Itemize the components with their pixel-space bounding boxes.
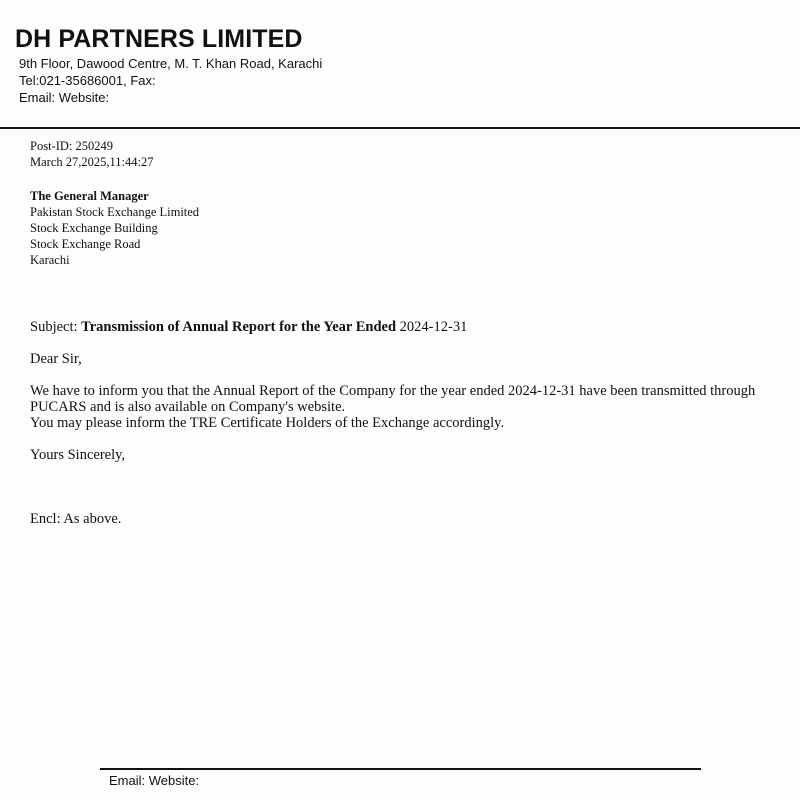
recipient-line: Pakistan Stock Exchange Limited [30,205,200,219]
footer-divider [100,768,701,770]
company-address: 9th Floor, Dawood Centre, M. T. Khan Road, Karachi [19,56,323,71]
body-paragraph: You may please inform the TRE Certificate Holders of the Exchange accordingly. [30,415,505,431]
closing: Yours Sincerely, [30,447,126,463]
footer-email-website: Email: Website: [109,773,200,788]
salutation: Dear Sir, [30,351,82,367]
body-paragraph-line: PUCARS and is also available on Company's website. [30,399,346,415]
subject-line [30,319,467,335]
subject-date: 2024-12-31 [396,319,468,335]
subject-prefix: Subject: [30,319,82,335]
recipient-line: Stock Exchange Building [30,221,158,235]
company-email-website: Email: Website: [19,90,110,105]
post-date: March 27,2025,11:44:27 [30,155,154,169]
subject-text: Transmission of Annual Report for the Year Ended [81,319,397,335]
body-paragraph-line: We have to inform you that the Annual Report of the Company for the year ended 2024-12-31 have been transmitted through [30,383,756,399]
header-divider [0,127,800,129]
company-contact: Tel:021-35686001, Fax: [19,73,156,88]
recipient-line: Stock Exchange Road [30,237,141,251]
enclosure: Encl: As above. [30,511,122,527]
recipient-line: Karachi [30,253,70,267]
post-id: Post-ID: 250249 [30,139,113,153]
recipient-title: The General Manager [30,189,149,203]
company-name: DH PARTNERS LIMITED [15,25,303,53]
